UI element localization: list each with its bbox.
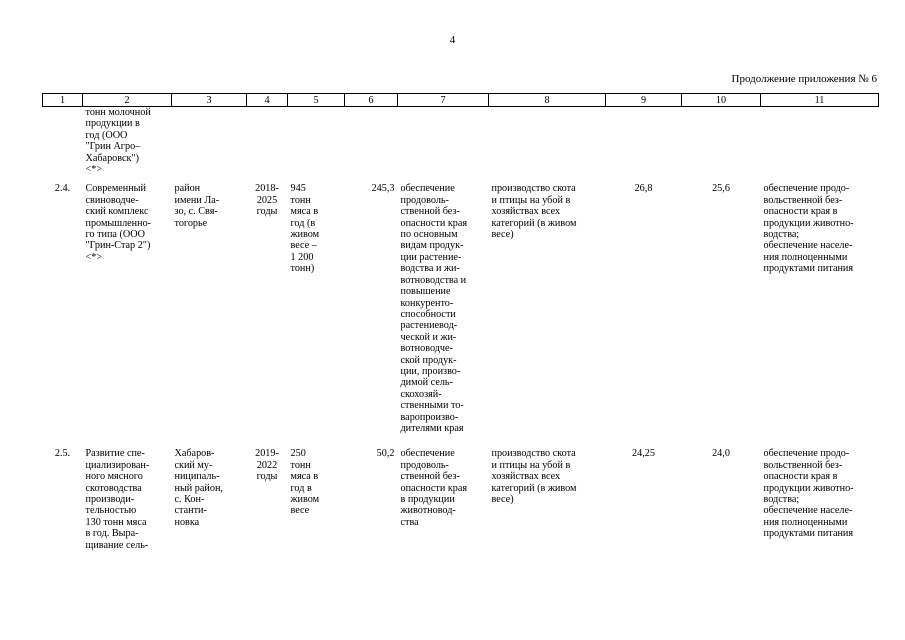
continued-name-cell: тонн молочной продукции в год (ООО "Грин Агро– Хабаровск") <*> [85, 107, 151, 176]
project-goal: обеспечение продоволь- ственной без- опасности края в продукции животновод- ства [400, 448, 468, 528]
column-header: 1 [43, 94, 83, 107]
project-cost: 50,2 [376, 448, 395, 460]
row-number: 2.4. [54, 183, 71, 195]
continuation-label: Продолжение приложения № 6 [731, 73, 877, 85]
table-row [43, 444, 879, 551]
column-header: 6 [345, 94, 398, 107]
project-capacity: 945 тонн мяса в год (в живом весе – 1 200 тонн) [290, 183, 320, 275]
indicator-value-1: 26,8 [634, 183, 653, 195]
project-indicator: производство скота и птицы на убой в хозяйствах всех категорий (в живом весе) [491, 183, 577, 241]
program-table [42, 93, 879, 551]
column-header: 10 [682, 94, 761, 107]
project-years: 2018- 2025 годы [255, 183, 279, 218]
project-name: Развитие спе- циализирован- ного мясного скотоводства производи- тельностью 130 тонн мяса в год. Выра- щивание сель- [85, 448, 150, 551]
column-header: 8 [489, 94, 606, 107]
column-header: 7 [398, 94, 489, 107]
indicator-value-2: 24,0 [712, 448, 730, 460]
column-header: 4 [247, 94, 288, 107]
indicator-value-2: 25,6 [712, 183, 730, 195]
project-years: 2019- 2022 годы [255, 448, 279, 483]
column-header: 2 [83, 94, 172, 107]
row-number: 2.5. [54, 448, 71, 460]
project-cost: 245,3 [371, 183, 395, 195]
header-row [43, 94, 879, 107]
project-result: обеспечение продо- вольственной без- опасности края в продукции животно- водства; обеспечение населе- ния полноценными продуктами питания [763, 448, 854, 540]
project-indicator: производство скота и птицы на убой в хозяйствах всех категорий (в живом весе) [491, 448, 577, 505]
table-row-continuation [43, 107, 879, 180]
column-header: 11 [761, 94, 879, 107]
project-name: Современный свиноводче- ский комплекс промышленно- го типа (ООО "Грин-Стар 2") <*> [85, 183, 152, 263]
project-capacity: 250 тонн мяса в год в живом весе [290, 448, 320, 517]
column-header: 5 [288, 94, 345, 107]
project-location: Хабаров- ский му- ниципаль- ный район, с. Кон- станти- новка [174, 448, 223, 528]
page-number: 4 [449, 34, 456, 46]
column-header: 9 [606, 94, 682, 107]
project-location: район имени Ла- зо, с. Свя- тогорье [174, 183, 220, 229]
table-row [43, 179, 879, 444]
column-header: 3 [172, 94, 247, 107]
indicator-value-1: 24,25 [632, 448, 655, 460]
project-result: обеспечение продо- вольственной без- опасности края в продукции животно- водства; обеспечение населе- ния полноценными продуктами питания [763, 183, 854, 275]
project-goal: обеспечение продоволь- ственной без- опасности края по основным видам продук- ции растение- водства и жи- вотноводства и повышение конкуренто- способности растениевод- ческой и жи- вотноводче- ской продук- ции, произво- димой сель- скохозяй- ственными то- варопроизво- дителями края [400, 183, 468, 434]
